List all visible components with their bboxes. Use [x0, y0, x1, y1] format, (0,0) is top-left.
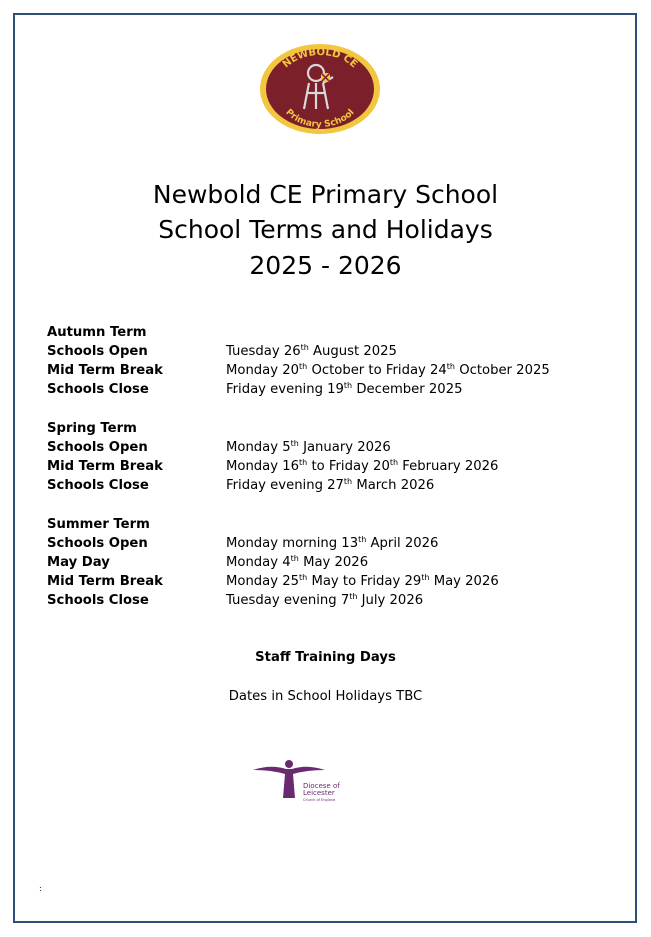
summer-term-block: [47, 515, 607, 610]
row-label: Mid Term Break: [47, 459, 163, 474]
row-value: Tuesday 26th August 2025: [226, 343, 397, 359]
term-row: [47, 457, 607, 476]
term-row: [47, 438, 607, 457]
row-label: Mid Term Break: [47, 363, 163, 378]
row-label: Schools Open: [47, 344, 148, 359]
autumn-term-block: [47, 323, 607, 399]
term-row: [47, 553, 607, 572]
title-line-3: 2025 - 2026: [249, 251, 402, 280]
row-value: Monday 16th to Friday 20th February 2026: [226, 458, 499, 474]
row-label: Schools Close: [47, 382, 149, 397]
logo-top-text: NEWBOLD CE: [280, 46, 360, 71]
row-value: Monday 25th May to Friday 29th May 2026: [226, 573, 499, 589]
title-line-2: School Terms and Holidays: [158, 215, 493, 244]
row-label: Schools Close: [47, 478, 149, 493]
term-row: [47, 591, 607, 610]
spring-term-block: [47, 419, 607, 495]
term-heading: Spring Term: [47, 421, 137, 436]
term-row: [47, 534, 607, 553]
diocese-line-2: Leicester: [303, 789, 335, 797]
logo-bottom-text: Primary School: [283, 107, 357, 131]
title-line-1: Newbold CE Primary School: [152, 180, 499, 209]
row-label: Schools Open: [47, 440, 148, 455]
staff-training-heading: Staff Training Days: [255, 650, 396, 665]
term-row: [47, 572, 607, 591]
row-label: Schools Open: [47, 536, 148, 551]
row-value: Tuesday evening 7th July 2026: [226, 592, 424, 608]
diocese-logo: [253, 758, 353, 804]
row-value: Monday 20th October to Friday 24th October 2025: [226, 362, 550, 378]
diocese-line-3: Church of England: [303, 798, 336, 802]
row-label: Mid Term Break: [47, 574, 163, 589]
row-label: Schools Close: [47, 593, 149, 608]
staff-training-note: Dates in School Holidays TBC: [228, 689, 423, 704]
row-label: May Day: [47, 555, 110, 570]
term-row: [47, 361, 607, 380]
row-value: Monday morning 13th April 2026: [226, 535, 439, 551]
row-value: Monday 5th January 2026: [226, 439, 391, 455]
diocese-line-1: Diocese of: [303, 782, 340, 790]
term-row: [47, 380, 607, 399]
footer-mark: :: [39, 884, 42, 893]
row-value: Friday evening 27th March 2026: [226, 477, 435, 493]
term-row: [47, 476, 607, 495]
term-heading: Summer Term: [47, 517, 150, 532]
school-logo: [259, 43, 381, 135]
term-row: [47, 342, 607, 361]
term-heading: Autumn Term: [47, 325, 147, 340]
row-value: Monday 4th May 2026: [226, 554, 369, 570]
row-value: Friday evening 19th December 2025: [226, 381, 463, 397]
